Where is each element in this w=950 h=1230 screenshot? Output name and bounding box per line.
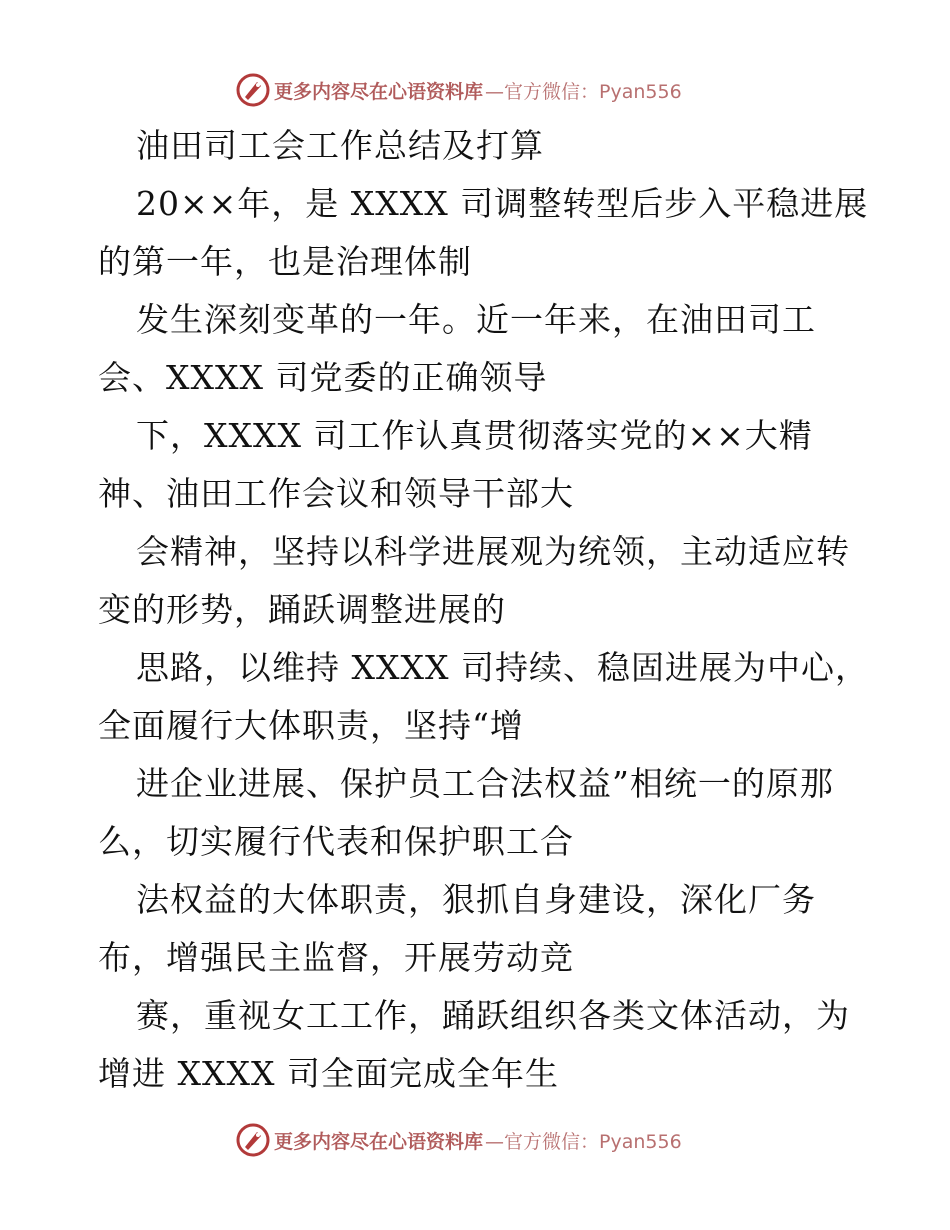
paragraph-line: 变的形势，踊跃调整进展的 [98, 590, 506, 629]
paragraph-line: 思路，以维持 XXXX 司持续、稳固进展为中心， [136, 648, 869, 687]
pen-nib-logo-icon [236, 1123, 270, 1157]
paragraph-line: 法权益的大体职责，狠抓自身建设，深化厂务 [136, 880, 816, 919]
paragraph-line: 进企业进展、保护员工合法权益”相统一的原那 [136, 764, 834, 803]
paragraph-line: 增进 XXXX 司全面完成全年生 [98, 1054, 559, 1093]
paragraph-line: 会、XXXX 司党委的正确领导 [98, 358, 548, 397]
watermark-sub-text: —官方微信：Pyan556 [485, 1130, 682, 1153]
paragraph-line: 布，增强民主监督，开展劳动竞 [98, 938, 574, 977]
paragraph-line: 的第一年，也是治理体制 [98, 242, 472, 281]
paragraph-line: 赛，重视女工工作，踊跃组织各类文体活动，为 [136, 996, 850, 1035]
watermark-sub-text: —官方微信：Pyan556 [485, 80, 682, 103]
header-watermark [236, 73, 682, 107]
paragraph-line: 下，XXXX 司工作认真贯彻落实党的××大精 [136, 416, 813, 455]
watermark-main-text: 更多内容尽在心语资料库 [274, 1130, 484, 1153]
paragraph-line: 20××年，是 XXXX 司调整转型后步入平稳进展 [136, 184, 869, 223]
paragraph-line: 么，切实履行代表和保护职工合 [98, 822, 574, 861]
paragraph-line: 会精神，坚持以科学进展观为统领，主动适应转 [136, 532, 850, 571]
watermark-main-text: 更多内容尽在心语资料库 [274, 80, 484, 103]
paragraph-line: 全面履行大体职责，坚持“增 [98, 706, 524, 745]
pen-nib-logo-icon [236, 73, 270, 107]
paragraph-line: 神、油田工作会议和领导干部大 [98, 474, 574, 513]
paragraph-line: 发生深刻变革的一年。近一年来，在油田司工 [136, 300, 816, 339]
footer-watermark [236, 1123, 682, 1157]
document-title: 油田司工会工作总结及打算 [136, 126, 544, 165]
